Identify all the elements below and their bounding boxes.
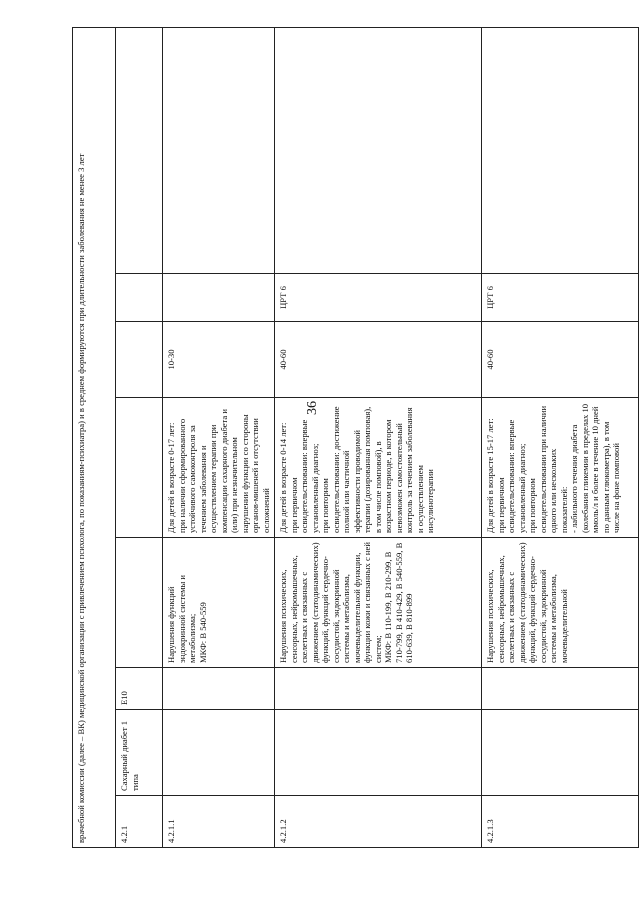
row-impairment: Нарушения функций эндокринной системы и метаболизма; МКФ: В 540-559 [163, 538, 275, 668]
section-icd: E10 [116, 668, 163, 710]
row-criteria: Для детей в возрасте 15-17 лет: при первичном освидетельствовании: впервые установленный диагноз; при повторном освидетельствовании при наличии одного или нескольких показателей: - лабильного течения диабета (колебания гликемии в пределах 10 ммоль/л и более в течение 10 дней по данным глюкометра), в том числе на фоне помповой [482, 398, 639, 538]
table-row [275, 27, 482, 847]
row-percent: 10-30 [163, 322, 275, 398]
section-code: 4.2.1 [116, 796, 163, 848]
row-impairment: Нарушения психических, сенсорных, нейромышечных, скелетных и связанных с движением (статодинамических) функций, функций сердечно-сосудистой, эндокринной системы и метаболизма, мочевыделительной [482, 538, 639, 668]
row-impairment: Нарушения психических, сенсорных, нейромышечных, скелетных и связанных с движением (статодинамических) функций, функций сердечно-сосудистой, эндокринной системы и метаболизма, мочевыделительной функции, функции кожи и связанных с ней систем; МКФ: В 110-199, В 210-299, В 710-799, В 410-429, В 540-559, В 610-639, В 810-899 [275, 538, 482, 668]
row-criteria: Для детей в возрасте 0-14 лет: при первичном освидетельствовании: впервые установленный диагноз; при повторном освидетельствовании: достижение полной или частичной эффективности проводимой терапии (дозированная помповая), в том числе помповой), в возрастном периоде, в котором невозможен самостоятельный контроль за течением заболевания и осуществлением инсулинотерапии [275, 398, 482, 538]
row-reference: ЦРТ 6 [482, 274, 639, 322]
page-number: 36 [305, 401, 320, 415]
row-criteria: Для детей в возрасте 0-17 лет: при наличии сформированного устойчивого самоконтроля за течением заболевания и осуществлением терапии при компенсации сахарного диабета и (или) при незначительном нарушении функции со стороны органов-мишеней и отсутствии осложнений [163, 398, 275, 538]
row-code: 4.2.1.1 [163, 796, 275, 848]
row-percent: 40-60 [275, 322, 482, 398]
row-percent: 40-60 [482, 322, 639, 398]
row-code: 4.2.1.3 [482, 796, 639, 848]
table-row [482, 27, 639, 847]
section-row [116, 27, 163, 847]
intro-text: врачебной комиссии (далее – ВК) медицинской организации с привлечением психолога, по показаниям-психиатра) и в среднем формируются при длительности заболевания не менее 3 лет [73, 27, 116, 847]
row-reference [163, 274, 275, 322]
criteria-table [72, 27, 639, 848]
row-reference: ЦРТ 6 [275, 274, 482, 322]
intro-row [73, 27, 116, 847]
section-disease: Сахарный диабет 1 типа [116, 710, 163, 796]
rotated-table-container [72, 28, 621, 848]
table-row [163, 27, 275, 847]
row-code: 4.2.1.2 [275, 796, 482, 848]
